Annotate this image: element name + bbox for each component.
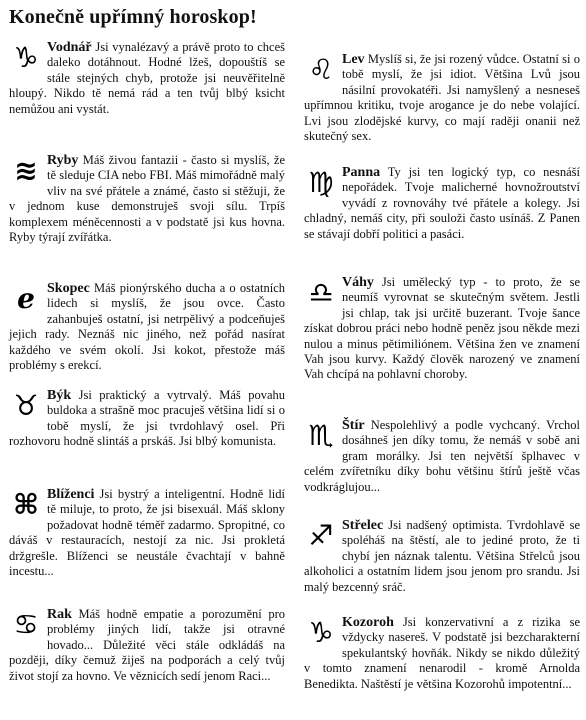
sign-entry-stir xyxy=(304,418,580,495)
sign-entry-kozoroh xyxy=(304,615,580,692)
sign-name: Blíženci xyxy=(47,487,95,502)
sign-name: Skopec xyxy=(47,281,90,296)
libra-sign-icon: ♎ xyxy=(308,276,334,309)
sign-entry-ryby xyxy=(9,153,285,245)
sign-text: Jsi bystrý a inteligentní. Hodně lidí tě miluje, to proto, že jsi bisexuál. Máš sklony požadovat hodně téměř zadarmo. Spropitné, co dáváš v restauracích, nestojí za nic. Jsi prokletá držgrešle. Blíženci se neustále čvachtají v bahně incestu... xyxy=(9,487,286,579)
sagittarius-sign-icon: ♐ xyxy=(308,519,334,552)
sign-name: Ryby xyxy=(47,153,79,168)
scorpio-sign-icon: ℯ xyxy=(17,282,35,315)
capricorn-sign-icon: ♑ xyxy=(13,41,39,74)
sign-name: Rak xyxy=(47,607,72,622)
sign-text: Jsi praktický a vytrvalý. Máš povahu buldoka a strašně moc pracuješ většina lidí si o tobě myslí, že jsi tvrdohlavý osel. Při rozhovoru hodně slintáš a prskáš. Jsi blbý komunista. xyxy=(9,388,285,449)
sign-entry-lev xyxy=(304,52,580,144)
sign-name: Lev xyxy=(342,52,365,67)
sign-name: Střelec xyxy=(342,518,384,533)
taurus-sign-icon: ♉ xyxy=(13,389,39,422)
sign-entry-strelec xyxy=(304,518,580,595)
sign-entry-vodnar xyxy=(9,40,285,117)
leo-sign-icon: ♌ xyxy=(308,53,334,86)
sign-entry-vahy xyxy=(304,275,580,383)
pisces-sign-icon: ≋ xyxy=(14,154,38,187)
sign-text: Myslíš si, že jsi rozený vůdce. Ostatní si o tobě myslí, že jsi idiot. Většina Lvů jsou násilní provokatéři. Jsi namyšlený a nesneseš upřímnou kritiku, tvoje arogance je do nebe volající. Lvi jsou zlodějské kurvy, co mají raději onanii než skutečný sex. xyxy=(304,52,580,144)
virgo-sign-icon: ♍ xyxy=(308,166,334,199)
sign-entry-skopec xyxy=(9,281,285,373)
sign-entry-blizenci xyxy=(9,487,285,579)
sign-name: Váhy xyxy=(342,275,374,290)
sign-name: Kozoroh xyxy=(342,615,394,630)
sign-text: Máš pionýrského ducha a o ostatních lidech si myslíš, že jsou ovce. Často zahanbuješ ostatní, jsi netrpělivý a podceňuješ jejich rady. Neznáš nic jiného, než pořád nasírat každého ve svém okolí. Jsi kokot, přestože máš problémy s erekcí. xyxy=(9,281,285,373)
sign-text: Nespolehlivý a podle vychcaný. Vrchol dosáhneš jen díky tomu, že nemáš v sobě ani gram morálky. Jsi ten největší šplhavec v celém zvířetníku díky bohu většinu štírů ještě včas vodkráglujou... xyxy=(304,418,580,494)
sign-name: Vodnář xyxy=(47,40,92,55)
sign-entry-byk xyxy=(9,388,285,450)
gemini-sign-icon: ⌘ xyxy=(13,488,39,521)
page-title: Konečně upřímný horoskop! xyxy=(9,6,257,28)
capricorn-sign-icon: ♑ xyxy=(308,616,334,649)
sign-name: Štír xyxy=(342,418,365,433)
sign-text: Jsi konzervativní a z rizika se vždycky nasereš. V podstatě jsi bezcharakterní spekulantský hovňák. Nikdy se nikdo důležitý v tomto znamení nenarodil - kromě Arnolda Benedikta. Naštěstí je většina Kozorohů impotentní... xyxy=(304,615,580,691)
sign-name: Býk xyxy=(47,388,72,403)
sign-text: Máš živou fantazii - často si myslíš, že tě sleduje CIA nebo FBI. Máš mimořádně malý vliv na své přátele a známé, často si stěžuji, že v jednom kuse demonstruješ svoji sílu. Trpíš komplexem méněcennosti a v podstatě jsi kus hovna. Ryby týrají zvířátka. xyxy=(9,153,286,245)
sign-entry-rak xyxy=(9,607,285,684)
scorpio-sign-icon: ♏ xyxy=(308,419,334,452)
sign-text: Jsi umělecký typ - to proto, že se neumíš vyrovnat se skutečným světem. Jestli jsi chlap, tak jsi určitě buzerant. Tvoje šance získat dobrou práci nebo hodně peněz jsou někde mezi nulou a minus pětimiliónem. Většina žen ve znamení Vah jsou kurvy. Každý člověk narozený ve znamení Vah chcípá na pohlavní choroby. xyxy=(304,275,581,382)
sign-text: Máš hodně empatie a porozumění pro problémy jiných lidí, takže jsi otravné hovado... Důležité věci stále odkládáš na později, díky čemuž žiješ na podporách a celý tvůj život stojí za hovno. Ve věznicích sedí jenom Raci... xyxy=(9,607,285,683)
sign-entry-panna xyxy=(304,165,580,242)
sign-text: Jsi nadšený optimista. Tvrdohlavě se spoléháš na štěstí, ale to jediné proto, že ti chybí jen náznak talentu. Většina Střelců jsou alkoholici a ostatním lidem jsou jenom pro srandu. Jsi malý bezcenný sráč. xyxy=(304,518,581,594)
sign-text: Ty jsi ten logický typ, co nesnáší nepořádek. Tvoje malicherné hovnožroutství vyvádí z rovnováhy tvé přátele a kolegy. Jsi chladný, nemáš city, při souloži často usínáš. Z Panen se stávají dobří politici a pasáci. xyxy=(304,165,580,241)
sign-text: Jsi vynalézavý a právě proto to chceš daleko dotáhnout. Hodné lžeš, dopouštíš se stále stejných chyb, protože jsi neuvěřitelně hloupý. Nikdo tě nemá rád a ten tvůj blbý ksicht nemůžou ani vystát. xyxy=(9,40,286,116)
sign-name: Panna xyxy=(342,165,381,180)
cancer-sign-icon: ♋ xyxy=(13,608,39,641)
